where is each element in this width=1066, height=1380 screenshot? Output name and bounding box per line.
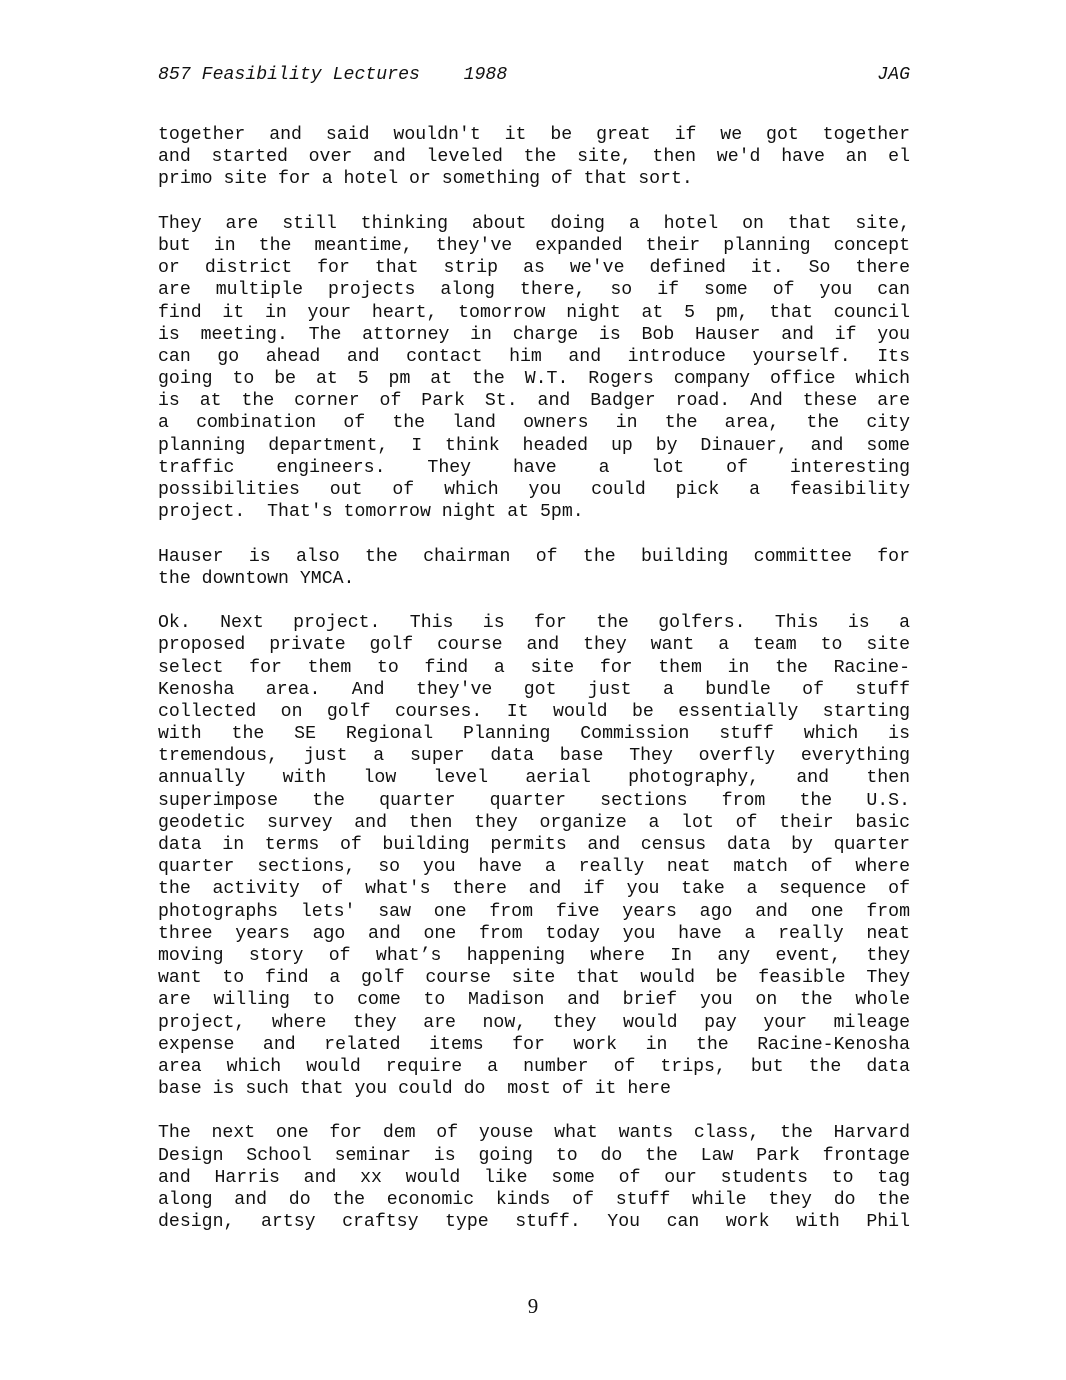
text-line: They are still thinking about doing a hotel on that site,	[158, 213, 910, 234]
text-line: area which would require a number of trips, but the data	[158, 1056, 910, 1077]
text-line: is meeting. The attorney in charge is Bob Hauser and if you	[158, 324, 910, 345]
text-line: but in the meantime, they've expanded their planning concept	[158, 235, 910, 256]
text-line: geodetic survey and then they organize a lot of their basic	[158, 812, 910, 833]
text-line: or district for that strip as we've defined it. So there	[158, 258, 910, 279]
text-line: project, where they are now, they would pay your mileage	[158, 1012, 910, 1033]
text-line: annually with low level aerial photography, and then	[158, 768, 910, 789]
text-line: with the SE Regional Planning Commission stuff which is	[158, 724, 910, 745]
text-line: photographs lets' saw one from five years ago and one from	[158, 901, 910, 922]
text-line: superimpose the quarter quarter sections from the U.S.	[158, 790, 910, 811]
running-header	[158, 62, 910, 88]
text-line: The next one for dem of youse what wants class, the Harvard	[158, 1123, 910, 1144]
text-line: the downtown YMCA.	[158, 568, 355, 589]
text-line: Hauser is also the chairman of the building committee for	[158, 546, 910, 567]
text-line: traffic engineers. They have a lot of interesting	[158, 457, 910, 478]
text-line: a combination of the land owners in the area, the city	[158, 413, 910, 434]
text-line: is at the corner of Park St. and Badger road. And these are	[158, 391, 910, 412]
text-line: find it in your heart, tomorrow night at 5 pm, that council	[158, 302, 910, 323]
text-line: moving story of what’s happening where In any event, they	[158, 945, 910, 966]
page-number: 9	[527, 1294, 539, 1318]
text-line: primo site for a hotel or something of that sort.	[158, 169, 693, 190]
text-line: proposed private golf course and they want a team to site	[158, 635, 910, 656]
text-line: tremendous, just a super data base They overfly everything	[158, 746, 910, 767]
text-line: data in terms of building permits and census data by quarter	[158, 835, 910, 855]
text-line: possibilities out of which you could pick a feasibility	[158, 480, 910, 500]
text-line: together and said wouldn't it be great if we got together	[158, 125, 910, 145]
text-line: Ok. Next project. This is for the golfers. This is a	[158, 613, 910, 634]
paragraph	[158, 612, 910, 1100]
text-line: and Harris and xx would like some of our students to tag	[158, 1167, 910, 1188]
paragraph	[158, 213, 910, 524]
paragraph	[158, 546, 910, 590]
header-initials: JAG	[877, 65, 910, 85]
text-line: are multiple projects along there, so if some of you can	[158, 280, 910, 301]
text-line: the activity of what's there and if you take a sequence of	[158, 879, 910, 900]
body-text	[158, 124, 910, 1256]
text-line: planning department, I think headed up by Dinauer, and some	[158, 435, 910, 456]
text-line: can go ahead and contact him and introduce yourself. Its	[158, 346, 910, 367]
header-title: 857 Feasibility Lectures 1988	[158, 65, 508, 85]
text-line: project. That's tomorrow night at 5pm.	[158, 502, 584, 523]
text-line: three years ago and one from today you have a really neat	[158, 923, 910, 944]
text-line: quarter sections, so you have a really neat match of where	[158, 857, 910, 878]
text-line: along and do the economic kinds of stuff while they do the	[158, 1190, 910, 1210]
text-line: expense and related items for work in the Racine-Kenosha	[158, 1034, 910, 1055]
text-line: Kenosha area. And they've got just a bundle of stuff	[158, 679, 910, 700]
text-line: are willing to come to Madison and brief you on the whole	[158, 990, 910, 1011]
paragraph	[158, 1122, 910, 1233]
text-line: want to find a golf course site that would be feasible They	[158, 968, 910, 989]
text-line: going to be at 5 pm at the W.T. Rogers company office which	[158, 369, 910, 390]
text-line: select for them to find a site for them in the Racine-	[158, 657, 910, 678]
paragraph	[158, 124, 910, 191]
text-line: design, artsy craftsy type stuff. You can work with Phil	[158, 1212, 910, 1233]
text-line: collected on golf courses. It would be essentially starting	[158, 701, 910, 722]
text-line: base is such that you could do most of it here	[158, 1079, 671, 1100]
text-line: Design School seminar is going to do the Law Park frontage	[158, 1145, 910, 1166]
text-line: and started over and leveled the site, then we'd have an el	[158, 147, 910, 168]
